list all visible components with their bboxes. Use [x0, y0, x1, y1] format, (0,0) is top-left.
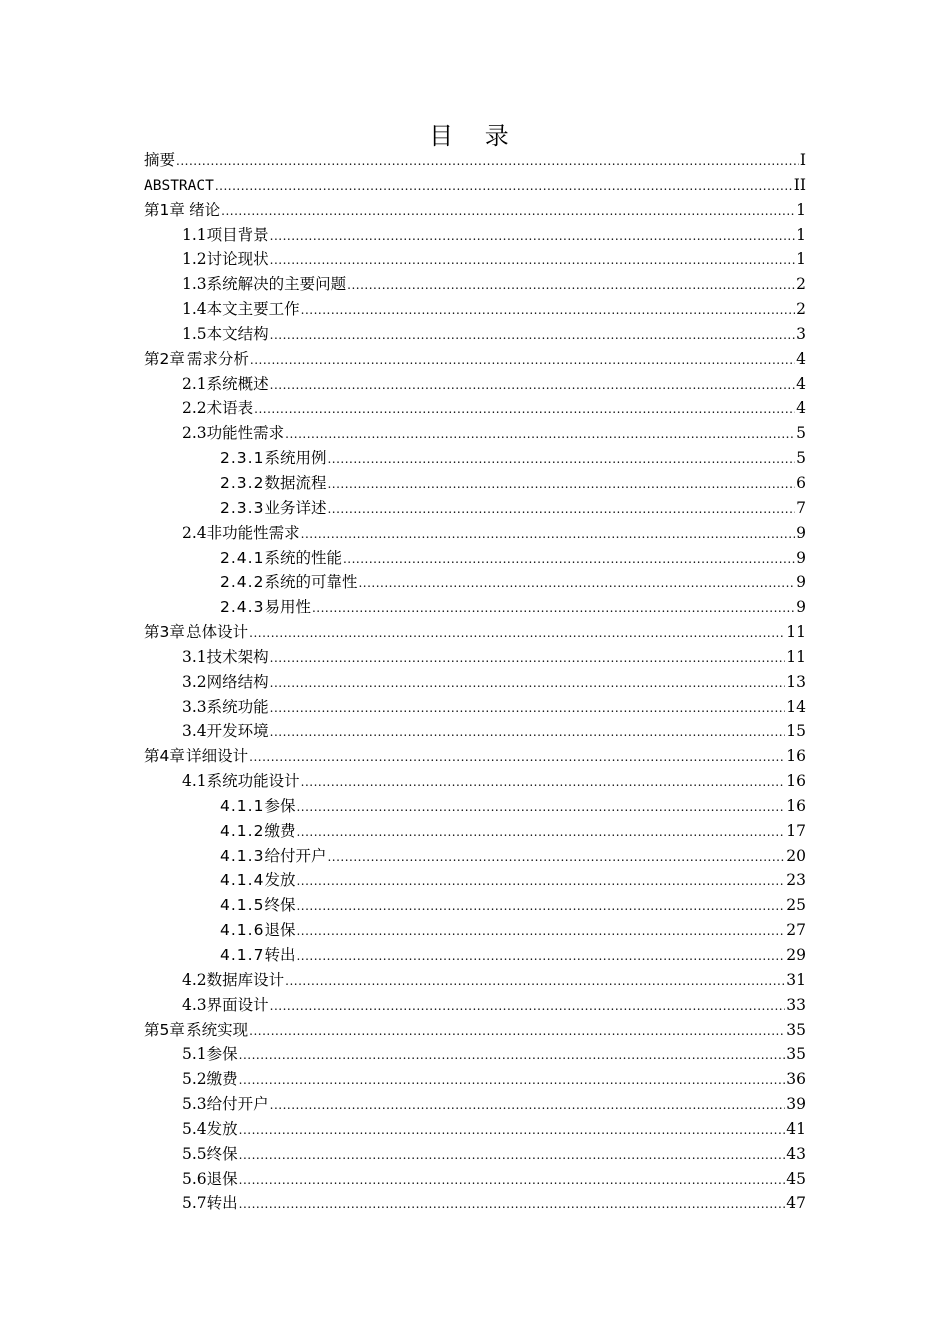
toc-entry-label: 开发环境: [206, 722, 269, 741]
toc-entry-label: 给付开户: [264, 846, 327, 865]
toc-entry-label: 技术架构: [206, 647, 269, 666]
toc-entry-page-number: 20: [786, 846, 806, 865]
toc-leader-dots: [270, 646, 786, 671]
toc-entry-page-number: 9: [796, 573, 806, 592]
toc-leader-dots: [285, 422, 795, 447]
toc-leader-dots: [239, 1168, 786, 1193]
toc-entry[interactable]: [144, 918, 806, 943]
toc-entry[interactable]: [144, 844, 806, 869]
toc-entry-number: 2.3.1: [220, 449, 265, 468]
toc-entry-label: 参保: [264, 796, 296, 815]
toc-entry-page-number: 45: [786, 1169, 806, 1188]
toc-entry[interactable]: [144, 148, 806, 173]
toc-entry-page-number: 1: [796, 250, 806, 269]
toc-entry[interactable]: [144, 347, 806, 372]
toc-leader-dots: [312, 596, 795, 621]
toc-entry-label: ABSTRACT: [144, 177, 214, 194]
toc-leader-dots: [343, 547, 795, 572]
toc-entry[interactable]: [144, 297, 806, 322]
toc-entry-label: 数据流程: [264, 473, 327, 492]
toc-entry-page-number: 11: [786, 647, 806, 666]
toc-entry-page-number: 27: [786, 921, 806, 940]
toc-entry-page-number: I: [799, 151, 806, 169]
toc-entry-number: 第4章: [144, 747, 185, 766]
toc-leader-dots: [270, 994, 786, 1019]
toc-leader-dots: [221, 199, 795, 224]
toc-entry-page-number: 2: [796, 300, 806, 319]
toc-entry-label: 转出: [264, 946, 296, 964]
toc-leader-dots: [270, 224, 795, 249]
toc-entry-number: 2.2: [182, 399, 207, 418]
toc-entry-number: 2.3.2: [220, 473, 265, 492]
toc-entry-number: 5.4: [182, 1119, 207, 1138]
toc-leader-dots: [296, 919, 785, 944]
toc-entry[interactable]: [144, 670, 806, 695]
toc-leader-dots: [301, 298, 795, 323]
toc-entry[interactable]: [144, 993, 806, 1018]
toc-entry-number: 1.3: [182, 275, 207, 294]
toc-entry-number: 1.4: [182, 300, 207, 319]
toc-entry-number: 2.4: [182, 523, 207, 542]
toc-entry-label: 参保: [206, 1045, 238, 1064]
toc-entry-number: 2.3.3: [220, 498, 265, 517]
toc-entry-label: 业务详述: [264, 498, 327, 517]
toc-entry-number: 4.1.2: [220, 821, 265, 840]
toc-entry-number: 4.1.6: [220, 921, 265, 940]
toc-entry[interactable]: [144, 198, 806, 223]
toc-leader-dots: [270, 1093, 786, 1118]
toc-entry-label: 系统概述: [206, 374, 269, 393]
toc-entry-number: 第1章: [144, 200, 185, 219]
toc-entry[interactable]: [144, 1117, 806, 1142]
toc-entry[interactable]: [144, 496, 806, 521]
toc-entry-page-number: 13: [786, 672, 806, 691]
toc-entry-label: 发放: [206, 1119, 238, 1138]
toc-entry-page-number: 1: [796, 225, 806, 244]
toc-entry[interactable]: [144, 744, 806, 769]
toc-leader-dots: [270, 323, 795, 348]
toc-leader-dots: [239, 1143, 786, 1168]
toc-leader-dots: [301, 522, 795, 547]
toc-entry[interactable]: [144, 396, 806, 421]
toc-entry-number: 1.5: [182, 324, 207, 343]
toc-entry-number: 4.1.3: [220, 846, 265, 865]
toc-entry[interactable]: [144, 868, 806, 893]
toc-entry-page-number: 25: [786, 896, 806, 915]
toc-entry[interactable]: [144, 769, 806, 794]
toc-entry[interactable]: [144, 322, 806, 347]
toc-entry-label: 讨论现状: [206, 250, 269, 269]
toc-entry-label: 本文主要工作: [206, 300, 300, 319]
toc-entry-page-number: 33: [786, 995, 806, 1014]
toc-leader-dots: [250, 348, 795, 373]
toc-entry-number: 1.2: [182, 250, 207, 269]
toc-entry-label: 绪论: [189, 200, 221, 219]
toc-entry-number: 4.3: [182, 995, 207, 1014]
toc-entry[interactable]: [144, 893, 806, 918]
toc-leader-dots: [239, 1118, 786, 1143]
toc-entry[interactable]: [144, 173, 806, 198]
toc-entry-label: 给付开户: [206, 1095, 269, 1114]
toc-leader-dots: [270, 696, 786, 721]
toc-entry[interactable]: [144, 1018, 806, 1043]
toc-entry-label: 摘要: [144, 151, 176, 169]
toc-leader-dots: [270, 248, 795, 273]
toc-entry-label: 退保: [264, 921, 296, 940]
toc-entry-label: 系统的可靠性: [264, 573, 358, 592]
toc-entry-page-number: 47: [786, 1194, 806, 1213]
toc-title: 目 录: [429, 122, 521, 150]
toc-entry-number: 2.1: [182, 374, 207, 393]
toc-leader-dots: [327, 447, 795, 472]
toc-entry-number: 3.4: [182, 722, 207, 741]
toc-leader-dots: [215, 174, 793, 199]
toc-entry[interactable]: [144, 272, 806, 297]
toc-entry-page-number: 14: [786, 697, 806, 716]
toc-entry[interactable]: [144, 1167, 806, 1192]
toc-entry-label: 数据库设计: [206, 970, 285, 989]
toc-entry-label: 总体设计: [186, 623, 249, 642]
toc-entry[interactable]: [144, 1067, 806, 1092]
toc-entry-label: 系统功能设计: [206, 772, 300, 791]
toc-entry[interactable]: [144, 1042, 806, 1067]
toc-leader-dots: [347, 273, 795, 298]
toc-entry[interactable]: [144, 695, 806, 720]
toc-entry-label: 系统用例: [264, 449, 327, 468]
toc-entry[interactable]: [144, 546, 806, 571]
toc-entry-page-number: 16: [786, 796, 806, 815]
toc-entry-number: 5.5: [182, 1144, 207, 1163]
toc-entry-label: 界面设计: [206, 995, 269, 1014]
toc-entry-label: 非功能性需求: [206, 523, 300, 542]
toc-entry-number: 5.3: [182, 1095, 207, 1114]
toc-entry[interactable]: [144, 645, 806, 670]
toc-entry-label: 需求分析: [186, 349, 249, 368]
toc-entry-label: 功能性需求: [206, 424, 285, 443]
toc-leader-dots: [296, 894, 785, 919]
toc-entry-number: 4.2: [182, 970, 207, 989]
toc-entry-number: 第2章: [144, 349, 185, 368]
toc-leader-dots: [296, 944, 785, 969]
toc-entry-label: 发放: [264, 871, 296, 890]
toc-entry-page-number: 23: [786, 871, 806, 890]
toc-list: [144, 148, 806, 1216]
toc-entry-page-number: II: [793, 175, 806, 194]
toc-entry-number: 4.1.1: [220, 796, 265, 815]
toc-leader-dots: [270, 373, 795, 398]
toc-entry-page-number: 9: [796, 523, 806, 542]
toc-entry[interactable]: [144, 1092, 806, 1117]
toc-leader-dots: [176, 149, 799, 174]
toc-entry-label: 详细设计: [186, 747, 249, 766]
toc-entry-number: 2.3: [182, 424, 207, 443]
toc-entry[interactable]: [144, 446, 806, 471]
toc-entry-label: 缴费: [206, 1070, 238, 1089]
toc-entry[interactable]: [144, 620, 806, 645]
toc-entry-number: 5.7: [182, 1194, 207, 1213]
toc-entry[interactable]: [144, 794, 806, 819]
toc-entry-label: 系统功能: [206, 697, 269, 716]
toc-entry-page-number: 43: [786, 1144, 806, 1163]
toc-entry-label: 术语表: [206, 399, 254, 418]
toc-entry-label: 终保: [206, 1144, 238, 1163]
toc-entry-label: 缴费: [264, 821, 296, 840]
toc-leader-dots: [239, 1192, 786, 1217]
toc-entry[interactable]: [144, 421, 806, 446]
toc-entry-number: 5.6: [182, 1169, 207, 1188]
toc-entry-page-number: 7: [796, 498, 806, 517]
toc-entry-page-number: 31: [786, 970, 806, 989]
toc-entry-page-number: 35: [786, 1045, 806, 1064]
toc-entry-number: 5.2: [182, 1070, 207, 1089]
toc-entry-page-number: 9: [796, 548, 806, 567]
toc-entry[interactable]: [144, 943, 806, 968]
toc-entry[interactable]: [144, 1142, 806, 1167]
toc-entry[interactable]: [144, 223, 806, 248]
toc-entry-page-number: 4: [796, 349, 806, 368]
toc-leader-dots: [327, 845, 785, 870]
toc-entry-number: 1.1: [182, 225, 207, 244]
toc-entry-number: 第5章: [144, 1020, 185, 1039]
toc-entry-number: 3.3: [182, 697, 207, 716]
toc-leader-dots: [239, 1043, 786, 1068]
toc-entry-page-number: 15: [786, 722, 806, 741]
toc-entry-label: 项目背景: [206, 225, 269, 244]
toc-entry-label: 终保: [264, 896, 296, 915]
toc-leader-dots: [327, 497, 795, 522]
toc-entry-number: 4.1.7: [220, 946, 265, 964]
toc-entry-page-number: 6: [796, 473, 806, 492]
toc-entry-page-number: 5: [796, 449, 806, 468]
toc-leader-dots: [296, 795, 785, 820]
toc-entry-label: 系统解决的主要问题: [206, 275, 347, 294]
toc-entry[interactable]: [144, 719, 806, 744]
toc-entry-page-number: 4: [796, 399, 806, 418]
toc-entry[interactable]: [144, 247, 806, 272]
toc-entry-number: 4.1.4: [220, 871, 265, 890]
toc-entry-number: 5.1: [182, 1045, 207, 1064]
toc-entry-page-number: 5: [796, 424, 806, 443]
toc-leader-dots: [296, 869, 785, 894]
toc-entry-number: 第3章: [144, 623, 185, 642]
toc-entry-page-number: 1: [796, 200, 806, 219]
toc-leader-dots: [327, 472, 795, 497]
toc-entry-page-number: 11: [786, 623, 806, 642]
toc-entry[interactable]: [144, 471, 806, 496]
toc-entry-page-number: 16: [786, 772, 806, 791]
toc-leader-dots: [270, 671, 786, 696]
toc-entry-number: 2.4.1: [220, 548, 265, 567]
toc-entry-label: 易用性: [264, 598, 311, 617]
toc-entry-number: 4.1.5: [220, 896, 265, 915]
toc-entry-page-number: 4: [796, 374, 806, 393]
toc-entry-page-number: 2: [796, 275, 806, 294]
toc-entry-page-number: 35: [786, 1020, 806, 1039]
toc-entry-number: 3.2: [182, 672, 207, 691]
toc-entry-number: 4.1: [182, 772, 207, 791]
toc-entry-page-number: 16: [786, 747, 806, 766]
toc-leader-dots: [270, 720, 786, 745]
toc-entry-page-number: 36: [786, 1070, 806, 1089]
toc-leader-dots: [296, 820, 785, 845]
toc-entry-page-number: 17: [786, 821, 806, 840]
toc-leader-dots: [285, 969, 785, 994]
toc-entry[interactable]: [144, 819, 806, 844]
toc-entry-label: 系统实现: [186, 1020, 249, 1039]
toc-entry-label: 本文结构: [206, 324, 269, 343]
toc-leader-dots: [249, 745, 785, 770]
toc-leader-dots: [301, 770, 786, 795]
toc-leader-dots: [358, 571, 795, 596]
toc-entry[interactable]: [144, 521, 806, 546]
toc-entry-label: 系统的性能: [264, 548, 342, 567]
toc-entry-page-number: 39: [786, 1095, 806, 1114]
toc-entry[interactable]: [144, 968, 806, 993]
toc-entry-label: 转出: [206, 1194, 238, 1213]
toc-leader-dots: [254, 397, 795, 422]
toc-leader-dots: [249, 1019, 785, 1044]
toc-entry[interactable]: [144, 1191, 806, 1216]
toc-entry-page-number: 3: [796, 324, 806, 343]
toc-entry-label: 网络结构: [206, 672, 269, 691]
toc-entry-number: 3.1: [182, 647, 207, 666]
toc-entry-number: 2.4.3: [220, 598, 265, 617]
toc-entry-page-number: 9: [796, 598, 806, 617]
toc-entry[interactable]: [144, 372, 806, 397]
toc-entry-number: 2.4.2: [220, 573, 265, 592]
toc-entry-label: 退保: [206, 1169, 238, 1188]
toc-entry-page-number: 29: [786, 946, 806, 964]
toc-entry[interactable]: [144, 595, 806, 620]
toc-leader-dots: [249, 621, 785, 646]
toc-leader-dots: [239, 1068, 786, 1093]
toc-entry-page-number: 41: [786, 1119, 806, 1138]
toc-entry[interactable]: [144, 570, 806, 595]
